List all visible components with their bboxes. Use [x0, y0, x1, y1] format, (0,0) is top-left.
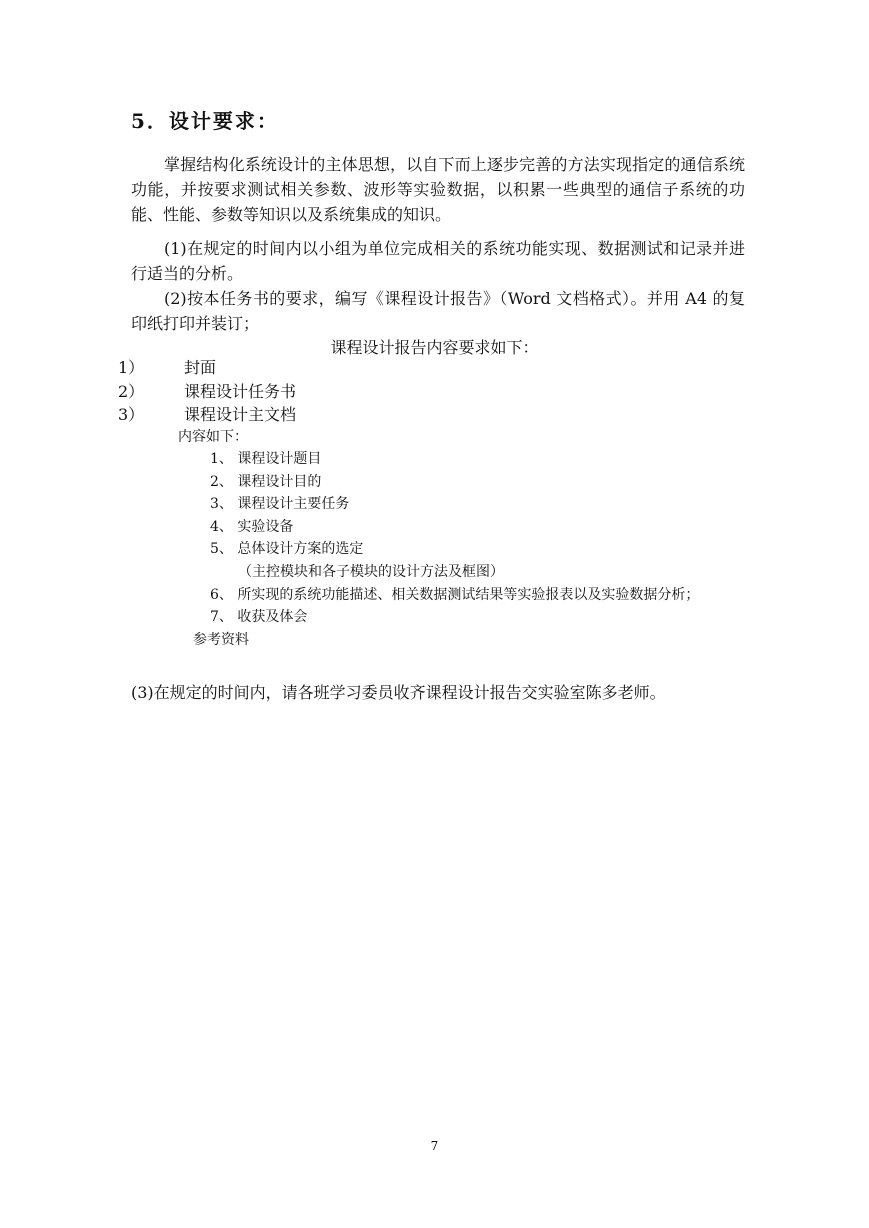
sub-list-item: 4、 实验设备	[210, 519, 294, 535]
list-item-number: 3）	[118, 405, 145, 424]
requirement-2-paragraph: (2)按本任务书的要求，编写《课程设计报告》（Word 文档格式）。并用 A4 的复印纸打印并装订；	[131, 289, 745, 333]
sub-list-item: 2、 课程设计目的	[210, 474, 322, 490]
list-item	[118, 380, 296, 403]
sub-list-item-note: （主控模块和各子模块的设计方法及框图）	[238, 564, 504, 580]
section-heading: 5．设计要求：	[131, 109, 279, 133]
references-label: 参考资料	[193, 632, 249, 648]
page-number: 7	[430, 1139, 439, 1153]
sub-heading: 内容如下：	[178, 429, 248, 445]
list-item-label: 课程设计任务书	[184, 382, 297, 401]
intro-paragraph: 掌握结构化系统设计的主体思想，以自下而上逐步完善的方法实现指定的通信系统功能，并按要求测试相关参数、波形等实验数据，以积累一些典型的通信子系统的功能、性能、参数等知识以及系统集成的知识。	[131, 155, 745, 224]
list-item-number: 1）	[118, 358, 145, 377]
sub-list-item: 5、 总体设计方案的选定	[210, 541, 364, 557]
sub-list-item: 6、 所实现的系统功能描述、相关数据测试结果等实验报表以及实验数据分析；	[210, 587, 700, 603]
sub-list-item: 7、 收获及体会	[210, 609, 308, 625]
list-item-label: 课程设计主文档	[184, 405, 297, 424]
requirement-1-paragraph: (1)在规定的时间内以小组为单位完成相关的系统功能实现、数据测试和记录并进行适当的分析。	[131, 239, 745, 283]
list-item-label: 封面	[184, 358, 217, 377]
list-item	[118, 403, 296, 426]
list-item	[118, 356, 216, 379]
sub-list-item: 3、 课程设计主要任务	[210, 496, 350, 512]
requirement-3-paragraph: (3)在规定的时间内，请各班学习委员收齐课程设计报告交实验室陈多老师。	[131, 683, 666, 702]
contents-title: 课程设计报告内容要求如下：	[330, 338, 539, 357]
list-item-number: 2）	[118, 382, 145, 401]
sub-list-item: 1、 课程设计题目	[210, 451, 322, 467]
